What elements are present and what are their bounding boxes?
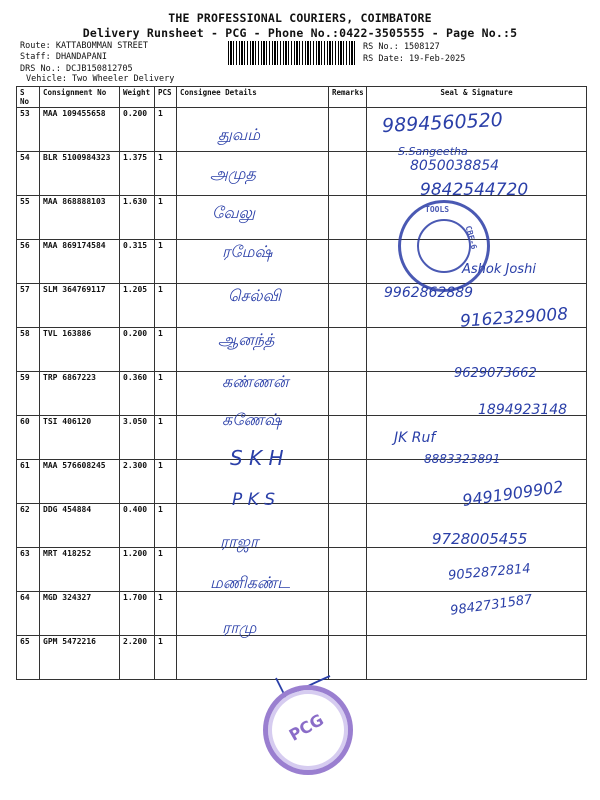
handwriting-signature: 9162329008 xyxy=(459,304,569,332)
cell-weight: 1.630 xyxy=(120,196,155,240)
handwriting-signature: S.Sangeetha xyxy=(398,145,468,158)
cell-pcs: 1 xyxy=(155,196,177,240)
cell-consignment: MAA 869174584 xyxy=(40,240,120,284)
handwriting-signature: JK Ruf xyxy=(394,430,436,446)
table-row xyxy=(17,196,587,240)
cell-consignment: BLR 5100984323 xyxy=(40,152,120,196)
cell-remarks xyxy=(329,504,367,548)
handwriting-signature: 8883323891 xyxy=(424,452,501,466)
rs-number: RS No.: 1508127 xyxy=(363,42,440,52)
cell-seal xyxy=(367,328,587,372)
drs-number: DRS No.: DCJB150812705 xyxy=(20,64,133,74)
handwriting-name: ராஜா xyxy=(220,532,259,551)
cell-consignment: GPM 5472216 xyxy=(40,636,120,680)
barcode xyxy=(228,41,356,65)
cell-remarks xyxy=(329,460,367,504)
cell-weight: 0.400 xyxy=(120,504,155,548)
handwriting-name: கணேஷ் xyxy=(222,410,282,429)
cell-sno: 58 xyxy=(17,328,40,372)
route-label: Route: KATTABOMMAN STREET xyxy=(20,41,148,51)
col-consignment: Consignment No xyxy=(40,87,120,108)
handwriting-name: S K H xyxy=(230,446,284,470)
cell-pcs: 1 xyxy=(155,328,177,372)
handwriting-signature: Ashok Joshi xyxy=(462,262,536,277)
cell-pcs: 1 xyxy=(155,460,177,504)
table-row xyxy=(17,328,587,372)
cell-remarks xyxy=(329,108,367,152)
handwriting-signature: 9894560520 xyxy=(381,108,504,138)
cell-sno: 54 xyxy=(17,152,40,196)
runsheet-table xyxy=(16,86,587,680)
cell-sno: 64 xyxy=(17,592,40,636)
handwriting-name: P K S xyxy=(232,490,275,510)
cell-pcs: 1 xyxy=(155,372,177,416)
cell-consignment: TSI 406120 xyxy=(40,416,120,460)
cell-pcs: 1 xyxy=(155,240,177,284)
cell-sno: 59 xyxy=(17,372,40,416)
cell-weight: 2.200 xyxy=(120,636,155,680)
cell-consignment: TVL 163886 xyxy=(40,328,120,372)
runsheet-subtitle: Delivery Runsheet - PCG - Phone No.:0422-3505555 - Page No.:5 xyxy=(82,26,518,40)
table-row xyxy=(17,416,587,460)
handwriting-signature: 9842544720 xyxy=(420,180,529,200)
col-sno: S No xyxy=(17,87,40,108)
cell-consignment: MRT 418252 xyxy=(40,548,120,592)
cell-weight: 0.360 xyxy=(120,372,155,416)
handwriting-signature: 9629073662 xyxy=(454,366,537,381)
handwriting-name: கண்ணன் xyxy=(222,372,289,391)
cell-remarks xyxy=(329,548,367,592)
cell-sno: 57 xyxy=(17,284,40,328)
cell-pcs: 1 xyxy=(155,504,177,548)
cell-remarks xyxy=(329,196,367,240)
cell-consignment: DDG 454884 xyxy=(40,504,120,548)
cell-remarks xyxy=(329,372,367,416)
handwriting-signature: 9052872814 xyxy=(447,561,532,584)
cell-weight: 2.300 xyxy=(120,460,155,504)
stamp-text-top: TOOLS xyxy=(425,205,450,214)
handwriting-name: ஆனந்த் xyxy=(218,330,275,349)
handwriting-name: ரமேஷ் xyxy=(222,242,273,261)
col-seal: Seal & Signature xyxy=(367,87,587,108)
cell-pcs: 1 xyxy=(155,592,177,636)
cell-remarks xyxy=(329,284,367,328)
cell-sno: 56 xyxy=(17,240,40,284)
cell-weight: 0.200 xyxy=(120,328,155,372)
cell-sno: 60 xyxy=(17,416,40,460)
cell-consignment: MAA 868888103 xyxy=(40,196,120,240)
handwriting-name: மணிகண்ட xyxy=(210,573,290,592)
vehicle-label: Vehicle: Two Wheeler Delivery xyxy=(26,74,175,84)
handwriting-name: ராமு xyxy=(222,618,257,637)
col-pcs: PCS xyxy=(155,87,177,108)
cell-remarks xyxy=(329,416,367,460)
cell-weight: 1.200 xyxy=(120,548,155,592)
rs-date: RS Date: 19-Feb-2025 xyxy=(363,54,466,64)
table-header-row xyxy=(17,87,587,108)
cell-weight: 1.700 xyxy=(120,592,155,636)
handwriting-signature: 9728005455 xyxy=(432,530,528,548)
cell-weight: 0.315 xyxy=(120,240,155,284)
cell-weight: 0.200 xyxy=(120,108,155,152)
handwriting-signature: 8050038854 xyxy=(410,158,500,174)
col-consignee: Consignee Details xyxy=(177,87,329,108)
pcg-stamp-text: PCG xyxy=(285,710,327,745)
pcg-stamp xyxy=(263,685,353,775)
cell-seal xyxy=(367,636,587,680)
handwriting-name: செல்வி xyxy=(228,286,281,305)
cell-pcs: 1 xyxy=(155,548,177,592)
cell-sno: 63 xyxy=(17,548,40,592)
cell-weight: 1.205 xyxy=(120,284,155,328)
cell-consignment: MGD 324327 xyxy=(40,592,120,636)
handwriting-signature: 9962862889 xyxy=(384,285,474,301)
handwriting-signature: 1894923148 xyxy=(478,402,568,418)
stamp-text-side: CBE-6 xyxy=(463,224,479,251)
cell-remarks xyxy=(329,240,367,284)
cell-sno: 61 xyxy=(17,460,40,504)
cell-sno: 65 xyxy=(17,636,40,680)
cell-pcs: 1 xyxy=(155,284,177,328)
col-weight: Weight xyxy=(120,87,155,108)
cell-pcs: 1 xyxy=(155,152,177,196)
cell-pcs: 1 xyxy=(155,108,177,152)
cell-pcs: 1 xyxy=(155,416,177,460)
handwriting-name: வேலு xyxy=(212,203,256,222)
cell-sno: 55 xyxy=(17,196,40,240)
round-seal-stamp xyxy=(398,200,490,292)
cell-pcs: 1 xyxy=(155,636,177,680)
company-title: THE PROFESSIONAL COURIERS, COIMBATORE xyxy=(168,11,432,25)
cell-remarks xyxy=(329,328,367,372)
col-remarks: Remarks xyxy=(329,87,367,108)
cell-remarks xyxy=(329,592,367,636)
cell-consignment: SLM 364769117 xyxy=(40,284,120,328)
handwriting-signature: 9842731587 xyxy=(449,592,534,619)
handwriting-signature: 9491909902 xyxy=(461,477,565,510)
handwriting-name: அமுத xyxy=(210,164,256,183)
staff-label: Staff: DHANDAPANI xyxy=(20,52,107,62)
cell-consignment: TRP 6867223 xyxy=(40,372,120,416)
cell-weight: 1.375 xyxy=(120,152,155,196)
cell-remarks xyxy=(329,152,367,196)
cell-consignment: MAA 576608245 xyxy=(40,460,120,504)
cell-consignment: MAA 109455658 xyxy=(40,108,120,152)
handwriting-name: துவம் xyxy=(218,125,261,144)
cell-weight: 3.050 xyxy=(120,416,155,460)
cell-sno: 62 xyxy=(17,504,40,548)
cell-sno: 53 xyxy=(17,108,40,152)
